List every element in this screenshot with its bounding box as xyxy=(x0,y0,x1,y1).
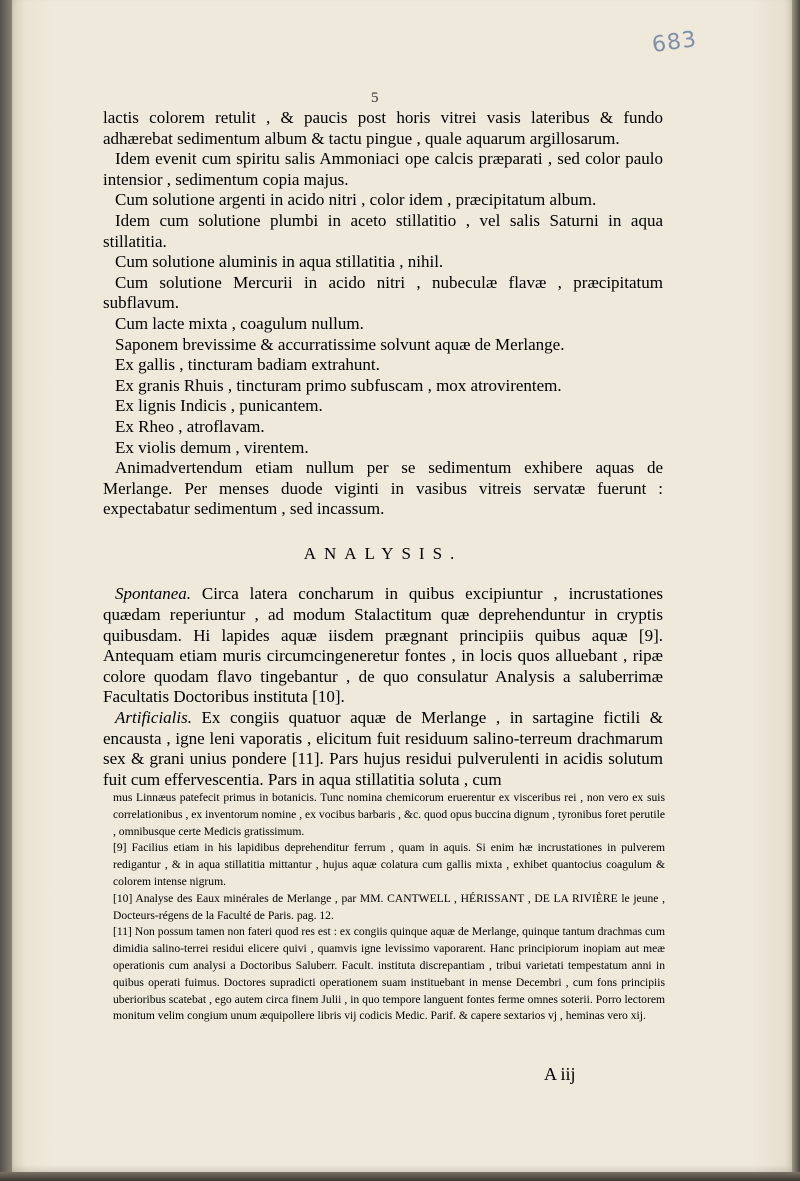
paragraph-text: Circa latera concharum in quibus excipiuntur , incrustationes quædam reperiuntur , ad modum Stalactitum quæ deprehenduntur in cryptis quibusdam. Hi lapides aquæ iisdem prægnant principiis quibus aquæ [9]. Antequam etiam muris circumcingeneretur fontes , in locis quos alluebant , ripæ colore quodam flavo tingebantur , de quo consulatur Analysis a saluberrimæ Facultatis Doctoribus instituta [10]. xyxy=(103,584,663,707)
paragraph xyxy=(103,708,663,790)
paragraph: lactis colorem retulit , & paucis post horis vitrei vasis lateribus & fundo adhærebat sedimentum album & tactu pingue , quale aquarum argillosarum. xyxy=(103,108,663,148)
paragraph: Animadvertendum etiam nullum per se sedimentum exhibere aquas de Merlange. Per menses duode viginti in vasibus vitreis servatæ fuerunt : expectabatur sedimentum , sed incassum. xyxy=(103,458,663,519)
catchword: A iij xyxy=(544,1064,576,1084)
paragraph-lead: Spontanea. xyxy=(115,584,192,604)
footnote: [10] Analyse des Eaux minérales de Merlange , par MM. CANTWELL , HÉRISSANT , DE LA RIVIÈRE le jeune , Docteurs-régens de la Faculté de Paris. pag. 12. xyxy=(113,891,665,922)
book-gutter xyxy=(0,0,12,1181)
footnote: [9] Facilius etiam in his lapidibus deprehenditur ferrum , quam in aquis. Si enim hæ incrustationes in pulverem redigantur , & in aqua stillatitia mittantur , hujus aquæ colatura cum gallis mixta , exhibet quantocius coagulum & colorem intense nigrum. xyxy=(113,841,665,888)
paragraph: Idem evenit cum spiritu salis Ammoniaci ope calcis præparati , sed color paulo intensior , sedimentum copia majus. xyxy=(103,149,663,189)
handwritten-folio-number: 683 xyxy=(650,26,699,59)
paragraph-lead: Artificialis. xyxy=(115,708,192,728)
paragraph: Cum solutione Mercurii in acido nitri , nubeculæ flavæ , præcipitatum subflavum. xyxy=(103,272,663,313)
paragraph: Ex violis demum , virentem. xyxy=(115,437,309,457)
paragraph: Cum solutione argenti in acido nitri , color idem , præcipitatum album. xyxy=(115,190,597,210)
paragraph xyxy=(103,584,663,708)
paragraph: Ex Rheo , atroflavam. xyxy=(115,416,265,436)
page-edge-right xyxy=(792,0,800,1181)
footnote: mus Linnæus patefecit primus in botanicis. Tunc nomina chemicorum eruerentur ex visceribus rei , non vero ex suis correlationibus , ex inventorum nomine , ex vocibus barbaris , &c. quod opus buccina dignum , tyronibus foret perutile , omnibusque certe Medicis gratissimum. xyxy=(113,791,665,838)
paragraph: Cum solutione aluminis in aqua stillatitia , nihil. xyxy=(115,252,444,272)
paragraph: Ex gallis , tincturam badiam extrahunt. xyxy=(115,355,380,375)
section-heading: ANALYSIS. xyxy=(303,543,463,563)
footnote: [11] Non possum tamen non fateri quod res est : ex congiis quinque aquæ de Merlange, quinque tantum drachmas cum dimidia salino-terrei residui elicere quivi , quamvis igne levissimo vaporarent. Hanc principiorum inopiam aut meæ operationis cum analysi a Doctoribus Saluberr. Facult. instituta discrepantiam , tribui varietati tempestatum anni in quibus operati fuimus. Doctores supradicti operationem suam instituebant in mense Decembri , cum fons principiis uberioribus scatebat , ego autem circa finem Julii , in quo tempore languent fontes ferme omnes soterii. Porro lectorem monitum velim congium unum æquipollere libris vij codicis Medic. Parif. & capere sextarios vj , heminas vero xij. xyxy=(113,925,665,1023)
paragraph: Saponem brevissime & accurratissime solvunt aquæ de Merlange. xyxy=(115,334,565,354)
paragraph: Cum lacte mixta , coagulum nullum. xyxy=(115,313,364,333)
signature-mark: 5 xyxy=(371,90,379,106)
paragraph: Idem cum solutione plumbi in aceto stillatitio , vel salis Saturni in aqua stillatitia. xyxy=(103,210,663,251)
main-text xyxy=(103,108,663,790)
paragraph: Ex granis Rhuis , tincturam primo subfuscam , mox atrovirentem. xyxy=(115,375,562,395)
paragraph: Ex lignis Indicis , punicantem. xyxy=(115,396,323,416)
page-edge-bottom xyxy=(0,1172,800,1181)
footnotes xyxy=(113,790,665,1025)
paragraph-text: Ex congiis quatuor aquæ de Merlange , in sartagine fictili & encausta , igne leni vaporatis , elicitum fuit residuum salino-terreum drachmarum sex & grani unius pondere [11]. Pars hujus residui pulverulenti in acidis solutum fuit cum effervescentia. Pars in aqua stillatitia soluta , cum xyxy=(103,708,663,789)
